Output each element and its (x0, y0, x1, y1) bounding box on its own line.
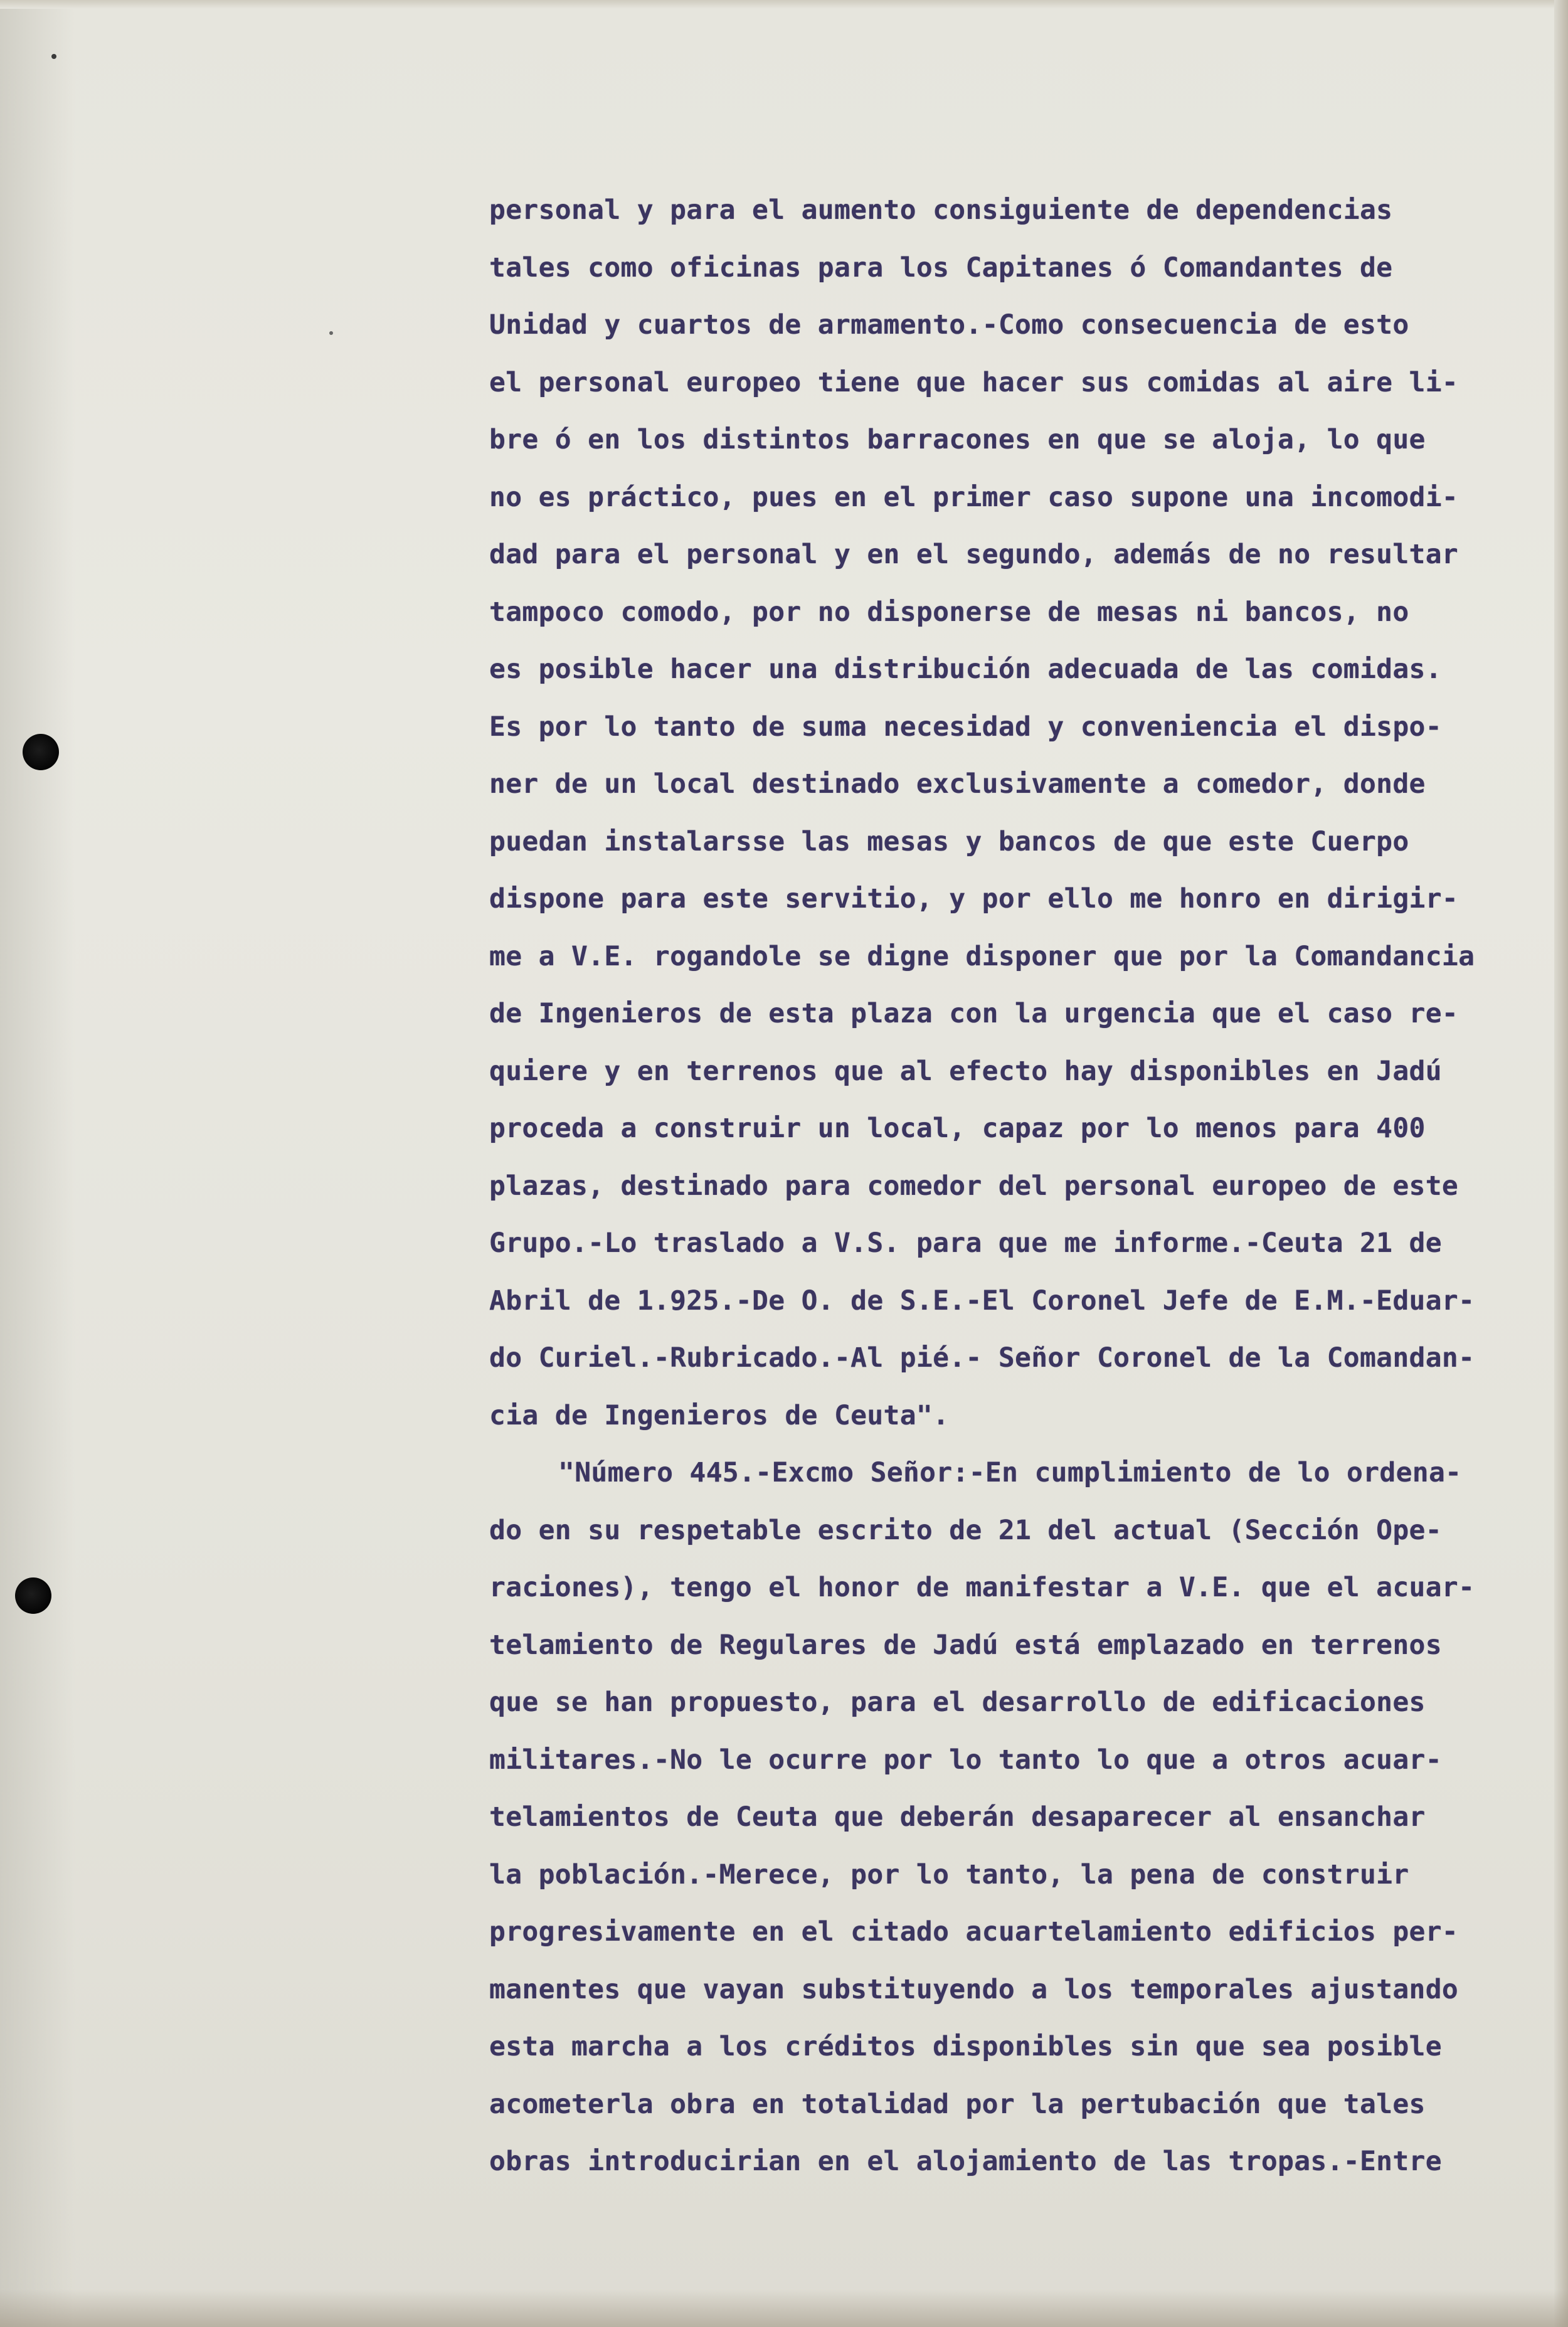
text-line: tales como oficinas para los Capitanes ó Comandantes de (489, 252, 1393, 284)
text-line: plazas, destinado para comedor del personal europeo de este (489, 1170, 1459, 1202)
text-line: personal y para el aumento consiguiente de dependencias (489, 194, 1393, 226)
text-line: puedan instalarsse las mesas y bancos de que este Cuerpo (489, 825, 1409, 857)
text-line: obras introducirian en el alojamiento de las tropas.-Entre (489, 2146, 1442, 2177)
text-line: dad para el personal y en el segundo, además de no resultar (489, 539, 1459, 570)
typed-body-text (489, 182, 1555, 2191)
page-top-edge (0, 0, 1568, 9)
text-line: acometerla obra en totalidad por la pertubación que tales (489, 2088, 1426, 2120)
text-line: telamiento de Regulares de Jadú está emplazado en terrenos (489, 1629, 1442, 1661)
text-line: que se han propuesto, para el desarrollo de edificaciones (489, 1687, 1426, 1718)
text-line: proceda a construir un local, capaz por lo menos para 400 (489, 1113, 1426, 1144)
text-line: quiere y en terrenos que al efecto hay disponibles en Jadú (489, 1055, 1442, 1087)
text-line: esta marcha a los créditos disponibles sin que sea posible (489, 2031, 1442, 2062)
text-line: Unidad y cuartos de armamento.-Como consecuencia de esto (489, 309, 1409, 341)
text-line: "Número 445.-Excmo Señor:-En cumplimiento de lo ordena- (558, 1457, 1462, 1488)
text-line: raciones), tengo el honor de manifestar a V.E. que el acuar- (489, 1572, 1475, 1603)
text-line: el personal europeo tiene que hacer sus comidas al aire li- (489, 366, 1459, 398)
paper-speck (51, 54, 56, 59)
text-line: progresivamente en el citado acuartelamiento edificios per- (489, 1916, 1459, 1948)
text-line: Abril de 1.925.-De O. de S.E.-El Coronel Jefe de E.M.-Eduar- (489, 1285, 1475, 1317)
text-line: tampoco comodo, por no disponerse de mesas ni bancos, no (489, 596, 1409, 628)
text-line: no es práctico, pues en el primer caso supone una incomodi- (489, 481, 1459, 513)
text-line: cia de Ingenieros de Ceuta". (489, 1399, 950, 1431)
text-line: dispone para este servitio, y por ello me honro en dirigir- (489, 883, 1459, 914)
paper-speck (329, 331, 333, 335)
text-line: do Curiel.-Rubricado.-Al pié.- Señor Coronel de la Comandan- (489, 1342, 1475, 1374)
text-line: Grupo.-Lo traslado a V.S. para que me informe.-Ceuta 21 de (489, 1227, 1442, 1259)
text-line: de Ingenieros de esta plaza con la urgencia que el caso re- (489, 998, 1459, 1029)
text-line: telamientos de Ceuta que deberán desaparecer al ensanchar (489, 1801, 1426, 1833)
text-line: me a V.E. rogandole se digne disponer que por la Comandancia (489, 940, 1475, 972)
text-line: es posible hacer una distribución adecuada de las comidas. (489, 654, 1442, 685)
punch-hole-top (23, 734, 59, 770)
page-right-edge (1554, 0, 1568, 2327)
text-line: bre ó en los distintos barracones en que se aloja, lo que (489, 424, 1426, 455)
text-line: manentes que vayan substituyendo a los temporales ajustando (489, 1973, 1459, 2005)
text-line: la población.-Merece, por lo tanto, la pena de construir (489, 1858, 1409, 1890)
text-line: Es por lo tanto de suma necesidad y conveniencia el dispo- (489, 711, 1442, 743)
punch-hole-bottom (15, 1577, 51, 1614)
text-line: ner de un local destinado exclusivamente a comedor, donde (489, 768, 1426, 800)
text-line: militares.-No le ocurre por lo tanto lo que a otros acuar- (489, 1744, 1442, 1776)
text-line: do en su respetable escrito de 21 del actual (Sección Ope- (489, 1514, 1442, 1546)
